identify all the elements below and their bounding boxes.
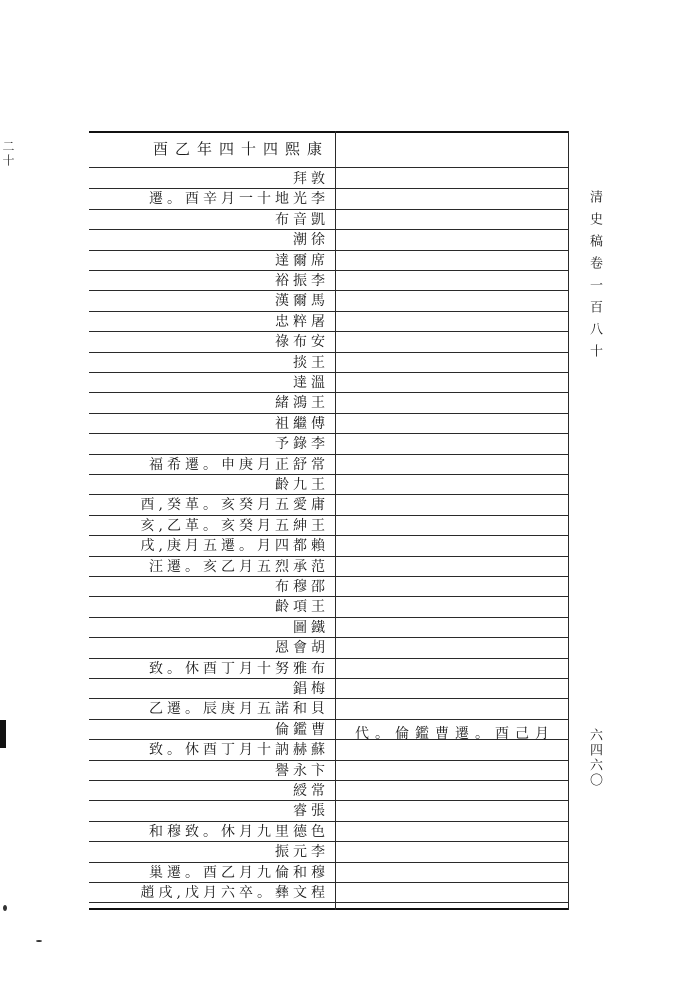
row-text: 酉,癸革。亥癸月五愛庸 bbox=[140, 497, 329, 514]
table-row bbox=[89, 188, 335, 208]
row-text: 亥,乙革。亥癸月五紳王 bbox=[140, 517, 329, 534]
table-bottom-border bbox=[89, 908, 568, 910]
row-text: 裕振李 bbox=[275, 273, 329, 289]
table-row bbox=[89, 372, 335, 392]
row-text: 布穆邵 bbox=[275, 579, 329, 595]
row-text: 戌,庚月五遷。月四都賴 bbox=[140, 538, 329, 555]
table-row bbox=[89, 862, 335, 882]
row-text: 和穆致。休月九里德色 bbox=[149, 823, 329, 840]
row-text: 汪遷。亥乙月五烈承范 bbox=[149, 558, 329, 575]
table-top-border bbox=[89, 131, 568, 133]
row-text: 予錄李 bbox=[275, 436, 329, 453]
scan-edge-artifact bbox=[0, 720, 6, 748]
table-row bbox=[89, 576, 335, 596]
right-column-entry: 代。倫鑑曹遷。酉己月 bbox=[355, 726, 555, 742]
table-row bbox=[89, 494, 335, 514]
table-row bbox=[89, 658, 335, 678]
row-text: 達爾席 bbox=[275, 252, 329, 269]
left-margin-mark: 二十 bbox=[1, 140, 15, 168]
row-text: 祿布安 bbox=[275, 334, 329, 351]
running-title: 清史稿卷一百八十 bbox=[587, 190, 602, 366]
table-row bbox=[89, 392, 335, 412]
table-row bbox=[89, 535, 335, 555]
table-row bbox=[89, 515, 335, 535]
table-row bbox=[89, 352, 335, 372]
column-divider bbox=[335, 131, 336, 910]
table-row bbox=[89, 698, 335, 718]
table-row bbox=[89, 760, 335, 780]
table-row bbox=[89, 637, 335, 657]
table-row bbox=[89, 678, 335, 698]
table-row bbox=[89, 168, 335, 188]
table-row bbox=[89, 229, 335, 249]
table-row bbox=[89, 454, 335, 474]
table-row bbox=[89, 617, 335, 637]
row-text: 祖繼傅 bbox=[275, 415, 329, 432]
table-row bbox=[89, 474, 335, 494]
table-row bbox=[89, 209, 335, 229]
row-text: 趙戌,戊月六卒。彝文程 bbox=[140, 885, 329, 901]
row-text: 布音凱 bbox=[275, 211, 329, 228]
row-text: 乙遷。辰庚月五諾和貝 bbox=[149, 701, 329, 718]
row-text: 巢遷。酉乙月九倫和穆 bbox=[149, 864, 329, 881]
row-text: 齡項王 bbox=[275, 599, 329, 616]
table-row bbox=[89, 719, 335, 739]
row-text: 綬常 bbox=[293, 783, 329, 799]
row-text: 致。休酉丁月十努雅布 bbox=[149, 660, 329, 677]
table-row bbox=[89, 739, 335, 759]
table-row bbox=[89, 250, 335, 270]
row-text: 恩會胡 bbox=[275, 640, 329, 657]
table-header bbox=[89, 137, 335, 163]
row-text: 圖鐵 bbox=[293, 619, 329, 636]
row-text: 福希遷。申庚月正舒常 bbox=[149, 456, 329, 473]
table-row bbox=[89, 556, 335, 576]
row-text: 掞王 bbox=[293, 354, 329, 371]
table-row bbox=[89, 882, 335, 902]
table-row bbox=[89, 270, 335, 290]
right-border bbox=[568, 131, 569, 910]
scan-speck bbox=[36, 940, 42, 942]
row-text: 致。休酉丁月十訥赫蘇 bbox=[149, 742, 329, 759]
row-text: 倫鑑曹 bbox=[275, 721, 329, 738]
table-row bbox=[89, 290, 335, 310]
row-text: 達溫 bbox=[293, 375, 329, 391]
row-text: 睿張 bbox=[293, 803, 329, 820]
table-row bbox=[89, 413, 335, 433]
row-text: 緒鴻王 bbox=[275, 395, 329, 412]
scan-speck bbox=[3, 905, 7, 911]
row-text: 錩梅 bbox=[293, 681, 329, 697]
row-text: 遷。酉辛月一十地光李 bbox=[149, 191, 329, 208]
page-number: 六四六〇 bbox=[587, 728, 602, 788]
row-text: 漢爾馬 bbox=[275, 293, 329, 310]
row-text: 齡九王 bbox=[275, 477, 329, 493]
row-text: 振元李 bbox=[275, 844, 329, 861]
row-text: 潮徐 bbox=[293, 232, 329, 249]
table-row bbox=[89, 821, 335, 841]
table-row bbox=[89, 331, 335, 351]
table-row bbox=[89, 841, 335, 861]
table-row bbox=[89, 311, 335, 331]
row-text: 忠粹屠 bbox=[275, 313, 329, 330]
table-row bbox=[89, 780, 335, 800]
table-row bbox=[89, 596, 335, 616]
row-divider bbox=[89, 902, 568, 903]
row-text: 拜敦 bbox=[293, 171, 329, 187]
table-row bbox=[89, 800, 335, 820]
table-row bbox=[89, 433, 335, 453]
header-text: 酉乙年四十四熙康 bbox=[152, 140, 329, 158]
row-text: 譽永卞 bbox=[275, 762, 329, 779]
